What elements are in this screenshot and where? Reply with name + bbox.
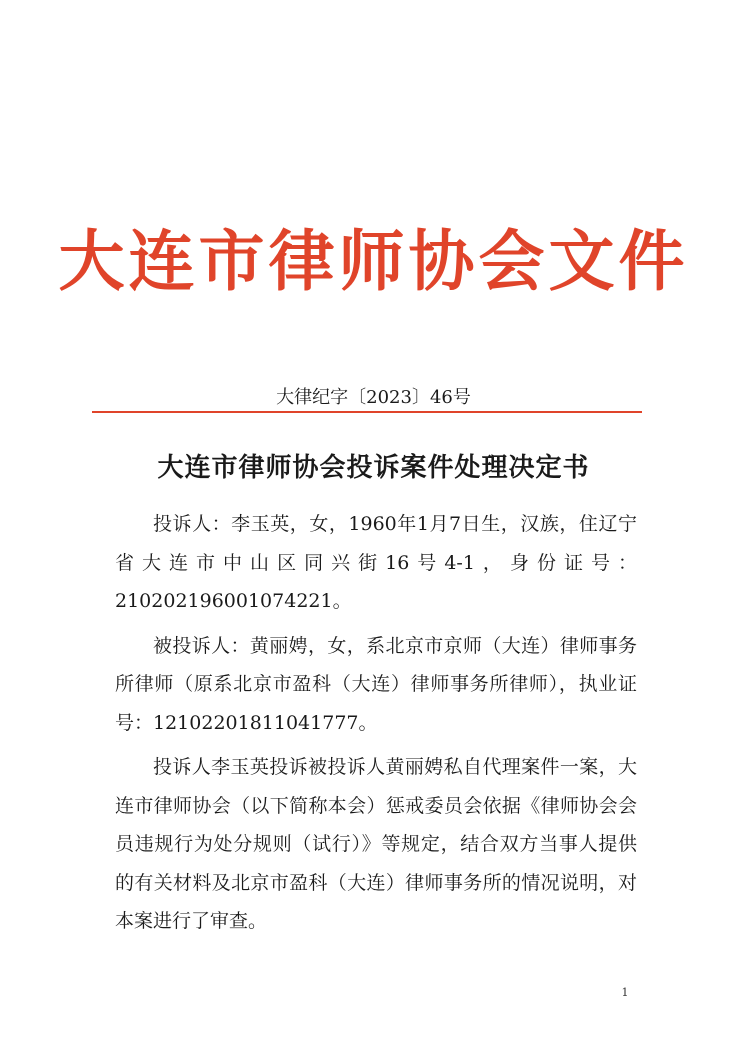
document-body <box>115 505 637 947</box>
masthead-title: 大连市律师协会文件 <box>58 223 689 300</box>
paragraph-respondent: 被投诉人：黄丽娉，女，系北京市京师（大连）律师事务所律师（原系北京市盈科（大连）律师事务所律师），执业证号：12102201811041777。 <box>115 634 637 734</box>
paragraph-case-summary: 投诉人李玉英投诉被投诉人黄丽娉私自代理案件一案，大连市律师协会（以下简称本会）惩戒委员会依据《律师协会会员违规行为处分规则（试行）》等规定，结合双方当事人提供的有关材料及北京市盈科（大连）律师事务所的情况说明，对本案进行了审查。 <box>115 756 637 932</box>
paragraph-complainant: 投诉人：李玉英，女，1960年1月7日生，汉族，住辽宁省大连市中山区同兴街16号4-1，身份证号：210202196001074221。 <box>115 513 637 612</box>
document-title: 大连市律师协会投诉案件处理决定书 <box>157 453 590 483</box>
document-number: 大律纪字〔2023〕46号 <box>276 387 471 408</box>
page-number: 1 <box>621 986 629 999</box>
red-divider <box>92 411 642 413</box>
